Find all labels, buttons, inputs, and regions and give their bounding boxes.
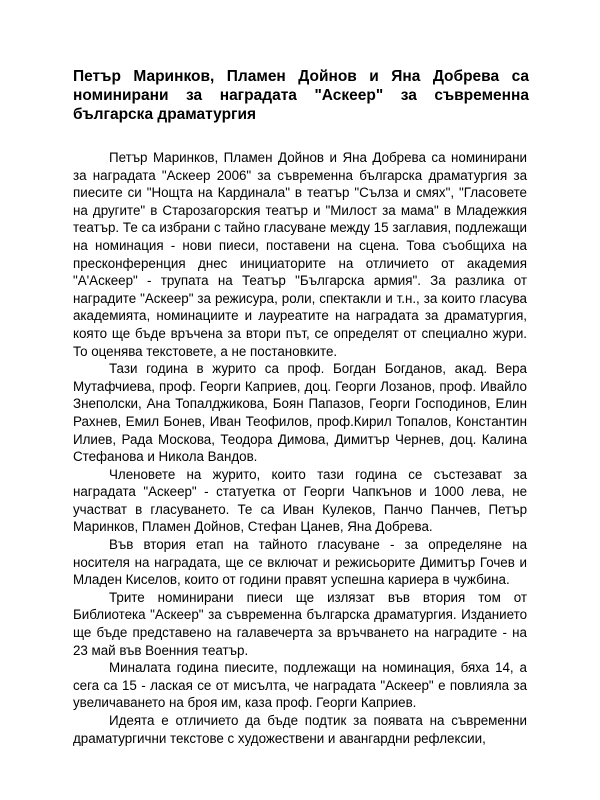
paragraph: Петър Маринков, Пламен Дойнов и Яна Добрева са номинирани за наградата "Аскеер 2006" за съвременна българска драматургия за пиесите си "Нощта на Кардинала" в театър "Сълза и смях", "Гласовете на другите" в Старозагорския театър и "Милост за мама" в Младежкия театър. Те са избрани с тайно гласуване между 15 заглавия, подлежащи на номинация - нови пиеси, поставени на сцена. Това съобщиха на пресконференция днес инициаторите на отличието от академия "А'Аскеер" - трупата на Театър "Българска армия". За разлика от наградите "Аскеер" за режисура, роли, спектакли и т.н., за които гласува академията, номинациите и лауреатите на наградата за драматургия, която ще бъде връчена за втори път, се определят от специално жури. То оценява текстовете, а не постановките. xyxy=(73,150,527,359)
article-body xyxy=(73,149,527,747)
paragraph: Членовете на журито, които тази година се състезават за наградата "Аскеер" - статуетка от Георги Чапкънов и 1000 лева, не участват в гласуването. Те са Иван Кулеков, Панчо Панчев, Петър Маринков, Пламен Дойнов, Стефан Цанев, Яна Добрева. xyxy=(73,466,527,535)
paragraph: Идеята е отличието да бъде подтик за появата на съвременни драматургични текстове с художествени и авангардни рефлексии, xyxy=(73,713,527,746)
article-title: Петър Маринков, Пламен Дойнов и Яна Добрева са номинирани за наградата "Аскеер" за съвременна българска драматургия xyxy=(73,68,529,123)
paragraph: Във втория етап на тайното гласуване - за определяне на носителя на наградата, ще се включат и режисьорите Димитър Гочев и Младен Киселов, които от години правят успешна кариера в чужбина. xyxy=(73,537,527,588)
paragraph: Трите номинирани пиеси ще излязат във втория том от Библиотека "Аскеер" за съвременна българска драматургия. Изданието ще бъде представено на галавечерта за връчването на наградите - на 23 май във Военния театър. xyxy=(73,589,527,658)
paragraph: Тази година в журито са проф. Богдан Богданов, акад. Вера Мутафчиева, проф. Георги Каприев, доц. Георги Лозанов, проф. Ивайло Знеполски, Ана Топалджикова, Боян Папазов, Георги Господинов, Елин Рахнев, Емил Бонев, Иван Теофилов, проф.Кирил Топалов, Константин Илиев, Рада Москова, Теодора Димова, Димитър Чернев, доц. Калина Стефанова и Никола Вандов. xyxy=(73,361,527,465)
paragraph: Миналата година пиесите, подлежащи на номинация, бяха 14, а сега са 15 - лаская се от мисълта, че наградата "Аскеер" е повлияла за увеличаването на броя им, каза проф. Георги Каприев. xyxy=(73,660,527,711)
